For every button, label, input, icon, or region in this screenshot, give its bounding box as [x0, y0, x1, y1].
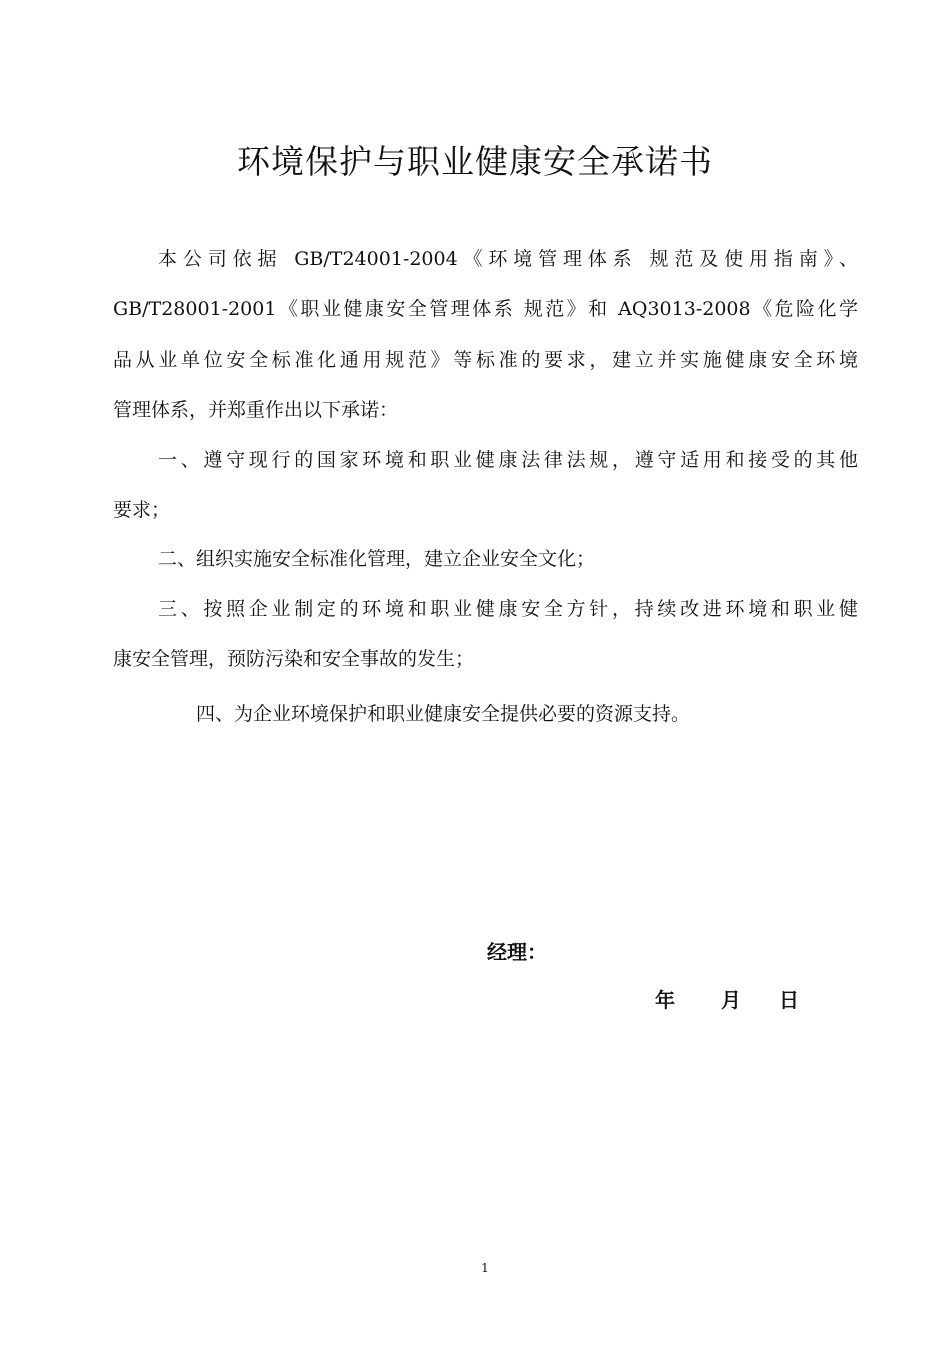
- date-year-label: 年: [655, 988, 675, 1012]
- document-title: 环境保护与职业健康安全承诺书: [237, 142, 713, 181]
- page-number: 1: [481, 1261, 489, 1275]
- paragraph-1-line-1: 本公司依据 GB/T24001-2004《环境管理体系 规范及使用指南》、: [158, 248, 858, 270]
- date-day-label: 日: [779, 988, 799, 1012]
- commitment-1-line-2: 要求；: [113, 499, 171, 521]
- commitment-4: 四、为企业环境保护和职业健康安全提供必要的资源支持。: [196, 703, 691, 725]
- commitment-3-line-1: 三、按照企业制定的环境和职业健康安全方针，持续改进环境和职业健: [158, 598, 858, 620]
- paragraph-1-line-3: 品从业单位安全标准化通用规范》等标准的要求，建立并实施健康安全环境: [113, 349, 858, 371]
- date-month-label: 月: [721, 988, 741, 1012]
- commitment-1-line-1: 一、遵守现行的国家环境和职业健康法律法规，遵守适用和接受的其他: [158, 449, 858, 471]
- paragraph-1-line-2: GB/T28001-2001《职业健康安全管理体系 规范》和 AQ3013-2008《危险化学: [113, 298, 858, 320]
- commitment-2: 二、组织实施安全标准化管理，建立企业安全文化；: [158, 548, 596, 570]
- commitment-3-line-2: 康安全管理，预防污染和安全事故的发生；: [113, 648, 475, 670]
- manager-signature-label: 经理：: [487, 940, 547, 964]
- paragraph-1-line-4: 管理体系，并郑重作出以下承诺：: [113, 399, 399, 421]
